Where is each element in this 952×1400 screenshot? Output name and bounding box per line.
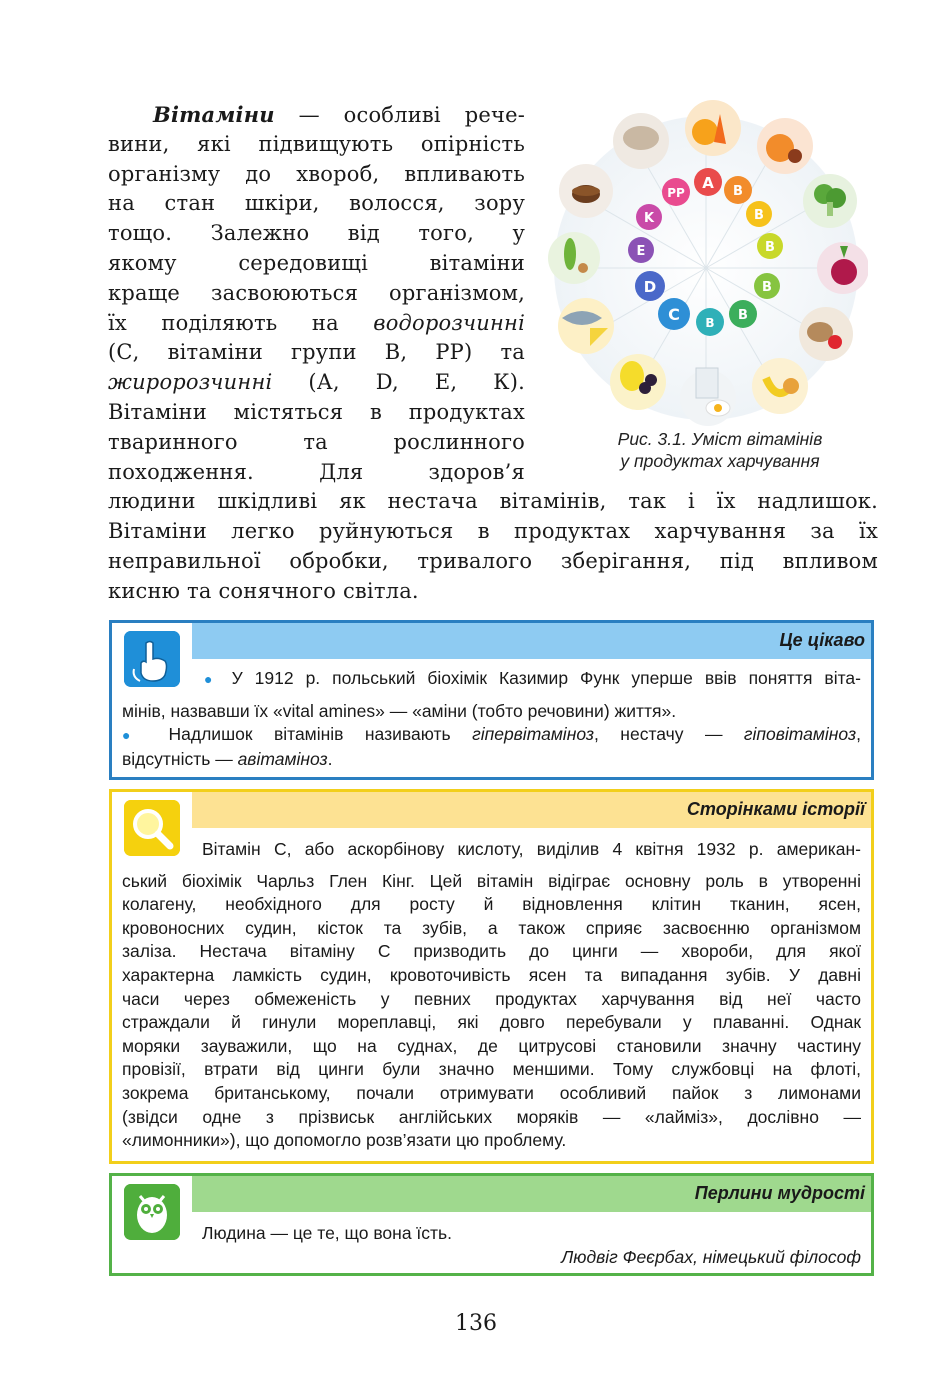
interesting-box-header bbox=[192, 623, 871, 659]
interesting-line: ● У 1912 р. польський біохімік Казимир Функ уперше ввів поняття віта- bbox=[204, 668, 861, 688]
intro-line: організму до хвороб, впливають bbox=[108, 161, 525, 186]
svg-text:PP: PP bbox=[667, 186, 685, 200]
intro-line: людини шкідливі як нестача вітамінів, так і їх надлишок. bbox=[108, 489, 878, 514]
term-vitamins: Вітаміни bbox=[153, 102, 275, 127]
history-line: характерна ламкість судин, кровоточивість ясен та випадання зубів. У давні bbox=[122, 964, 861, 985]
interesting-line: ● Надлишок вітамінів називають гіпервітаміноз, нестачу — гіповітаміноз, bbox=[122, 724, 861, 745]
svg-text:K: K bbox=[643, 211, 655, 226]
history-line: заліза. Нестача вітаміну С призводить до цинги — хвороби, для якої bbox=[122, 941, 861, 962]
vitamin-wheel-illustration bbox=[548, 96, 868, 426]
intro-line: на стан шкіри, волосся, зору bbox=[108, 191, 525, 216]
history-line: страждали й гинули мореплавці, які довго перебували у плаванні. Однак bbox=[122, 1012, 861, 1033]
svg-text:A: A bbox=[702, 174, 714, 192]
bullet-icon: ● bbox=[204, 671, 220, 687]
intro-line: Вітаміни містяться в продуктах bbox=[108, 399, 525, 424]
vitamin-wheel-figure bbox=[548, 96, 868, 426]
intro-line: краще засвоюються організмом, bbox=[108, 280, 525, 305]
interesting-line: мінів, назвавши їх «vital amines» — «аміни (тобто речовини) життя». bbox=[122, 700, 677, 721]
history-line: (звідси одне з прізвиськ англійських моряків — «лайміз», дослівно — bbox=[122, 1106, 861, 1127]
svg-text:B: B bbox=[738, 308, 748, 323]
intro-line: жиророзчинні (А, D, Е, К). bbox=[108, 370, 525, 395]
banana-onion-plate-icon bbox=[752, 358, 808, 414]
history-box bbox=[109, 789, 874, 1164]
bullet-icon: ● bbox=[122, 727, 148, 744]
intro-line: кисню та сонячного світла. bbox=[108, 578, 419, 603]
wisdom-box bbox=[109, 1173, 874, 1276]
intro-line: (С, вітаміни групи В, РР) та bbox=[108, 340, 525, 365]
term-water-soluble: водорозчинні bbox=[373, 310, 525, 335]
svg-text:C: C bbox=[668, 305, 680, 324]
fish-cheese-plate-icon bbox=[558, 298, 614, 354]
history-line: колагену, необхідного для росту й відновлення клітин тканин, ясен, bbox=[122, 894, 861, 915]
figure-caption: Рис. 3.1. Уміст вітамінів у продуктах харчування bbox=[617, 429, 823, 471]
history-box-header bbox=[192, 792, 871, 828]
svg-text:D: D bbox=[643, 278, 657, 296]
page-number: 136 bbox=[455, 1311, 497, 1336]
history-box-text bbox=[122, 838, 861, 1153]
intro-line: вини, які підвищують опірність bbox=[108, 131, 525, 156]
term-fat-soluble: жиророзчинні bbox=[108, 370, 273, 395]
interesting-box bbox=[109, 620, 874, 780]
history-line: ський біохімік Чарльз Глен Кінг. Цей вітамін відіграє основну роль в утворенні bbox=[122, 870, 861, 891]
svg-text:B: B bbox=[754, 208, 764, 223]
interesting-box-title: Це цікаво bbox=[779, 630, 865, 650]
interesting-box-text bbox=[122, 667, 861, 771]
history-line: зокрема британському, почали отримувати особливий пайок з лимонами bbox=[122, 1082, 861, 1103]
history-line: Вітамін С, або аскорбінову кислоту, виділив 4 квітня 1932 р. американ- bbox=[202, 839, 861, 859]
svg-text:E: E bbox=[636, 244, 646, 259]
wisdom-box-header bbox=[192, 1176, 871, 1212]
svg-text:B: B bbox=[705, 316, 715, 330]
wisdom-box-title: Перлини мудрості bbox=[694, 1183, 865, 1203]
intro-line: тощо. Залежно від того, у bbox=[108, 221, 525, 246]
svg-text:B: B bbox=[765, 240, 775, 255]
wisdom-box-text bbox=[122, 1222, 861, 1269]
history-line: часи через обмеженість у певних продуктах харчування від неї часто bbox=[122, 988, 861, 1009]
svg-text:B: B bbox=[733, 184, 743, 199]
wisdom-author: Людвіг Феєрбах, німецький філософ bbox=[561, 1246, 861, 1267]
intro-line: Вітаміни — особливі рече- bbox=[153, 102, 525, 127]
intro-line: неправильної обробки, тривалого зберігання, під впливом bbox=[108, 548, 878, 573]
interesting-line: відсутність — авітаміноз. bbox=[122, 748, 333, 769]
history-line: провізії, втрати від цинги були значно меншими. Тому службовці на флоті, bbox=[122, 1059, 861, 1080]
intro-line: походження. Для здоров’я bbox=[108, 459, 525, 484]
svg-text:B: B bbox=[762, 280, 772, 295]
intro-line: якому середовищі вітаміни bbox=[108, 250, 525, 275]
intro-line: тваринного та рослинного bbox=[108, 429, 525, 454]
intro-line: Вітаміни легко руйнуються в продуктах харчування за їх bbox=[108, 519, 878, 544]
intro-line: їх поділяють на водорозчинні bbox=[108, 310, 525, 335]
wisdom-quote: Людина — це те, що вона їсть. bbox=[202, 1223, 453, 1243]
history-box-title: Сторінками історії bbox=[686, 799, 865, 819]
history-line: «лимонники»), що допомогло розв’язати цю проблему. bbox=[122, 1130, 567, 1151]
history-line: кровоносних судин, кісток та зубів, а також сприяє засвоєнню організмом bbox=[122, 917, 861, 938]
history-line: моряки зауважили, що на суднах, де цитрусові становили значну частину bbox=[122, 1035, 861, 1056]
